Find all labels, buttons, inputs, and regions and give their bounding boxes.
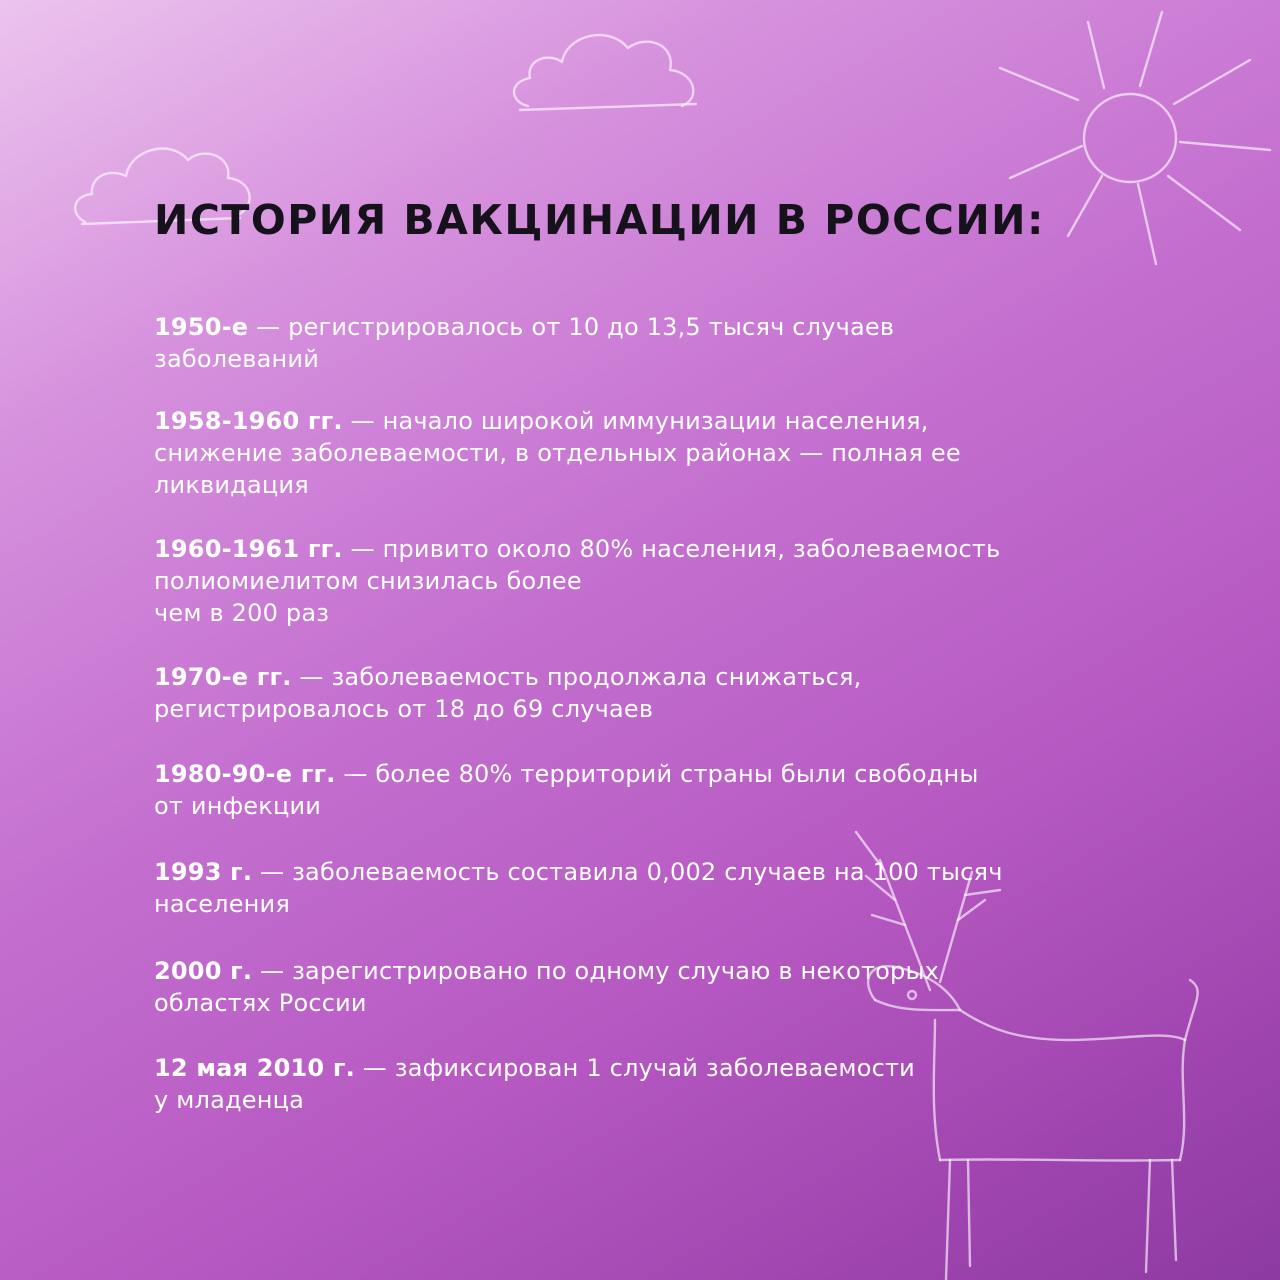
entry-text: у младенца <box>154 1086 305 1114</box>
timeline-entry-2000 <box>154 955 1154 1019</box>
entry-text: полиомиелитом снизилась более <box>154 567 582 595</box>
entry-text: — зарегистрировано по одному случаю в некоторых <box>252 957 940 985</box>
timeline-entry-1958-1960 <box>154 405 1154 501</box>
page-title: ИСТОРИЯ ВАКЦИНАЦИИ В РОССИИ: <box>154 196 1045 244</box>
entry-text: заболеваний <box>154 345 319 373</box>
entry-text: населения <box>154 890 290 918</box>
entry-text: областях России <box>154 989 367 1017</box>
entry-text: — регистрировалось от 10 до 13,5 тысяч случаев <box>248 313 895 341</box>
entry-text: — привито около 80% населения, заболеваемость <box>342 535 1001 563</box>
timeline-entry-1960-1961 <box>154 533 1154 629</box>
timeline-entry-1950s <box>154 311 1154 375</box>
entry-period: 1970-е гг. <box>154 663 292 691</box>
entry-text: — более 80% территорий страны были свободны <box>335 760 979 788</box>
entry-period: 1950-е <box>154 313 249 341</box>
entry-period: 12 мая 2010 г. <box>154 1054 355 1082</box>
entry-text: — зафиксирован 1 случай заболеваемости <box>354 1054 915 1082</box>
timeline-entry-1970s <box>154 661 1154 725</box>
entry-text: — заболеваемость составила 0,002 случаев на 100 тысяч <box>252 858 1003 886</box>
entry-text: снижение заболеваемости, в отдельных районах — полная ее <box>154 439 961 467</box>
entry-text: — заболеваемость продолжала снижаться, <box>291 663 862 691</box>
cloud-icon <box>514 35 696 110</box>
entry-period: 1958-1960 гг. <box>154 407 343 435</box>
entry-period: 2000 г. <box>154 957 253 985</box>
entry-text: чем в 200 раз <box>154 599 330 627</box>
timeline-entry-1993 <box>154 856 1154 920</box>
entry-text: ликвидация <box>154 471 309 499</box>
entry-text: от инфекции <box>154 792 322 820</box>
entry-text: регистрировалось от 18 до 69 случаев <box>154 695 654 723</box>
entry-period: 1980-90-е гг. <box>154 760 336 788</box>
entry-period: 1993 г. <box>154 858 253 886</box>
entry-period: 1960-1961 гг. <box>154 535 343 563</box>
timeline-entry-2010 <box>154 1052 1154 1116</box>
entry-text: — начало широкой иммунизации населения, <box>342 407 929 435</box>
timeline-entry-1980-90s <box>154 758 1154 822</box>
